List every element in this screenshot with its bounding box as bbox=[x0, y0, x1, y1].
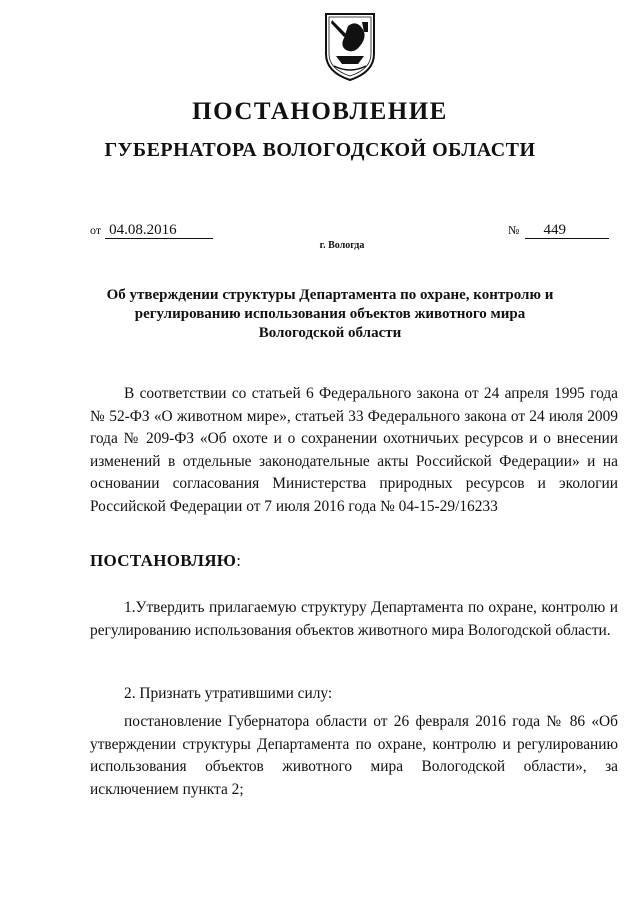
item-1-paragraph bbox=[90, 597, 618, 642]
number-prefix: № bbox=[508, 223, 520, 237]
subject-line: Вологодской области bbox=[258, 325, 402, 341]
decree-text: ПОСТАНОВЛЯЮ bbox=[90, 551, 237, 570]
preamble-text: В соответствии со статьей 6 Федерального закона от 24 апреля 1995 года № 52-ФЗ «О животном мире», статьей 33 Федерального закона от 24 июля 2009 года № 209-ФЗ «Об охоте и о сохранении охотничьих ресурсов и о внесении изменений в отдельные законодательные акты Российской Федерации» и на основании согласования Министерства природных ресурсов и экологии Российской Федерации от 7 июля 2016 года № 04-15-29/16233 bbox=[90, 385, 618, 515]
subject-line: регулированию использования объектов животного мира bbox=[134, 306, 526, 322]
item-2-sub-paragraph bbox=[90, 711, 618, 801]
document-subtitle: ГУБЕРНАТОРА ВОЛОГОДСКОЙ ОБЛАСТИ bbox=[104, 139, 536, 161]
item-2-paragraph bbox=[90, 683, 618, 706]
number-field bbox=[508, 222, 609, 239]
date-prefix: от bbox=[90, 223, 102, 237]
subject-heading bbox=[90, 286, 570, 343]
item-2-text: 2. Признать утратившими силу: bbox=[124, 685, 333, 702]
coat-of-arms-emblem bbox=[322, 10, 378, 82]
document-title: ПОСТАНОВЛЕНИЕ bbox=[192, 98, 448, 125]
item-2-sub-text: постановление Губернатора области от 26 февраля 2016 года № 86 «Об утверждении структуры Департамента по охране, контролю и регулированию использования объектов животного мира Вологодской области», за исключением пункта 2; bbox=[90, 713, 618, 798]
decree-colon: : bbox=[236, 551, 242, 570]
subject-line: Об утверждении структуры Департамента по охране, контролю и bbox=[106, 287, 554, 303]
item-1-text: 1.Утвердить прилагаемую структуру Департамента по охране, контролю и регулированию использования объектов животного мира Вологодской области. bbox=[90, 599, 618, 639]
decree-word bbox=[90, 551, 241, 571]
date-value: 04.08.2016 bbox=[105, 222, 213, 239]
preamble-paragraph bbox=[90, 383, 618, 519]
number-value: 449 bbox=[525, 222, 609, 239]
date-field bbox=[90, 222, 213, 239]
city-label: г. Вологда bbox=[319, 240, 365, 251]
